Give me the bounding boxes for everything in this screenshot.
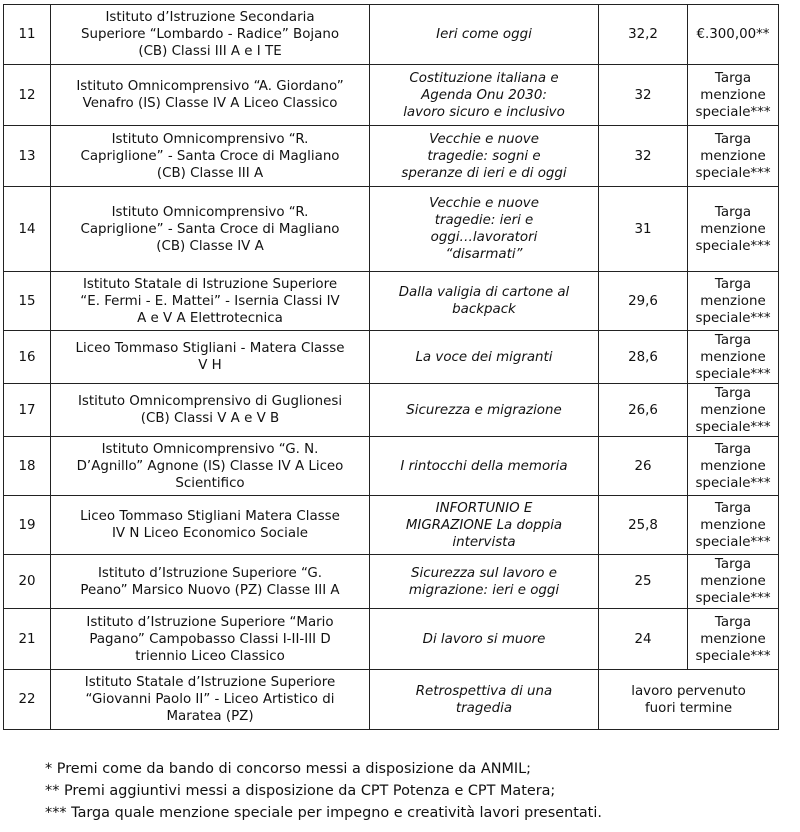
cell-line: lavoro sicuro e inclusivo (403, 104, 565, 120)
rank-cell: 20 (4, 555, 51, 609)
cell-line: (CB) Classi V A e V B (140, 411, 280, 426)
cell-line: (CB) Classe III A (156, 165, 264, 181)
cell-line: menzione (700, 402, 766, 418)
cell-line: Liceo Tommaso Stigliani Matera Classe (80, 509, 340, 524)
rank-cell: 16 (4, 331, 51, 384)
rank-cell: 11 (4, 5, 51, 65)
cell-line: MIGRAZIONE La doppia (405, 517, 563, 533)
work-title-cell (370, 5, 599, 65)
cell-line: Sicurezza sul lavoro e (410, 565, 557, 581)
cell-line: (CB) Classe IV A (156, 238, 264, 254)
table-row (4, 331, 779, 384)
prize-cell (688, 437, 779, 496)
cell-line: Istituto Omnicomprensivo “A. Giordano” (76, 79, 344, 94)
cell-line: Vecchie e nuove (429, 131, 539, 147)
cell-line: speciale*** (695, 366, 771, 382)
institute-cell (51, 437, 370, 496)
rank-cell: 17 (4, 384, 51, 437)
institute-cell (51, 126, 370, 187)
score-cell: 26,6 (599, 384, 688, 437)
cell-line: Retrospettiva di una (415, 683, 553, 699)
cell-line: speciale*** (695, 591, 771, 606)
institute-cell (51, 272, 370, 331)
cell-line: menzione (700, 631, 766, 647)
rank-cell: 14 (4, 187, 51, 272)
cell-line: (CB) Classi III A e I TE (138, 44, 282, 59)
cell-line: lavoro pervenuto (631, 683, 746, 699)
institute-cell (51, 496, 370, 555)
cell-line: speciale*** (695, 104, 771, 120)
table-row (4, 272, 779, 331)
work-title-cell (370, 126, 599, 187)
table-row (4, 65, 779, 126)
cell-line: menzione (700, 458, 766, 474)
table-row (4, 496, 779, 555)
cell-line: D’Agnillo” Agnone (IS) Classe IV A Liceo (76, 458, 344, 474)
rank-cell: 13 (4, 126, 51, 187)
table-row (4, 437, 779, 496)
score-cell: 25 (599, 555, 688, 609)
score-cell: 24 (599, 609, 688, 670)
cell-line: La voce dei migranti (415, 349, 553, 365)
cell-line: Costituzione italiana e (409, 70, 559, 86)
work-title-cell (370, 65, 599, 126)
cell-line: V H (198, 358, 222, 373)
cell-line: Dalla valigia di cartone al (398, 285, 570, 300)
cell-line: oggi…lavoratori (430, 230, 538, 245)
cell-line: intervista (452, 534, 516, 550)
cell-line: Istituto Statale d’Istruzione Superiore (84, 675, 336, 690)
rank-cell: 22 (4, 670, 51, 730)
prize-cell (688, 609, 779, 670)
cell-line: Targa (714, 204, 752, 220)
work-title-cell (370, 331, 599, 384)
rank-cell: 12 (4, 65, 51, 126)
cell-line: Maratea (PZ) (166, 709, 254, 724)
score-cell: 28,6 (599, 331, 688, 384)
rank-cell: 21 (4, 609, 51, 670)
cell-line: speciale*** (695, 165, 771, 181)
footnotes (45, 758, 602, 824)
cell-line: tragedie: ieri e (434, 213, 534, 228)
rank-cell: 15 (4, 272, 51, 331)
cell-line: Istituto d’Istruzione Superiore “G. (97, 565, 323, 581)
score-cell: 26 (599, 437, 688, 496)
cell-line: Istituto Omnicomprensivo “R. (111, 131, 309, 147)
footnote-3: *** Targa quale menzione speciale per impegno e creatività lavori presentati. (45, 805, 602, 821)
institute-cell (51, 187, 370, 272)
cell-line: Vecchie e nuove (429, 196, 539, 211)
cell-line: speciale*** (695, 310, 771, 326)
cell-line: speciale*** (695, 534, 771, 550)
cell-line: Istituto Statale di Istruzione Superiore (82, 276, 338, 292)
table-row (4, 670, 779, 730)
table-row (4, 187, 779, 272)
cell-line: IV N Liceo Economico Sociale (111, 526, 309, 541)
work-title-cell (370, 670, 599, 730)
institute-cell (51, 384, 370, 437)
cell-line: “disarmati” (445, 247, 523, 262)
cell-line: Liceo Tommaso Stigliani - Matera Classe (75, 341, 345, 356)
institute-cell (51, 65, 370, 126)
cell-line: menzione (700, 517, 766, 533)
work-title-cell (370, 187, 599, 272)
cell-line: tragedie: sogni e (427, 148, 541, 164)
cell-line: Ieri come oggi (436, 27, 532, 42)
institute-cell (51, 670, 370, 730)
table-row (4, 5, 779, 65)
cell-line: speciale*** (695, 648, 771, 664)
footnote-2: ** Premi aggiuntivi messi a disposizione da CPT Potenza e CPT Matera; (45, 783, 556, 799)
cell-line: Istituto Omnicomprensivo “R. (111, 204, 309, 220)
table-row (4, 609, 779, 670)
cell-line: Targa (714, 614, 752, 630)
institute-cell (51, 609, 370, 670)
prize-cell (688, 384, 779, 437)
cell-line: menzione (700, 574, 766, 589)
footnote-1: * Premi come da bando di concorso messi a disposizione da ANMIL; (45, 761, 532, 777)
cell-line: Istituto d’Istruzione Secondaria (105, 10, 315, 25)
prize-cell (688, 496, 779, 555)
cell-line: INFORTUNIO E (435, 500, 533, 516)
cell-line: Capriglione” - Santa Croce di Magliano (80, 148, 340, 164)
rank-cell: 18 (4, 437, 51, 496)
cell-line: Scientifico (175, 475, 245, 491)
cell-line: Targa (714, 131, 752, 147)
cell-line: €.300,00** (696, 27, 770, 42)
cell-line: Targa (714, 500, 752, 516)
cell-line: Targa (714, 441, 752, 457)
cell-line: Di lavoro si muore (422, 631, 546, 647)
cell-line: fuori termine (644, 700, 733, 716)
cell-line: Targa (714, 557, 752, 572)
prize-cell (688, 331, 779, 384)
cell-line: Sicurezza e migrazione (406, 402, 562, 418)
cell-line: migrazione: ieri e oggi (408, 582, 560, 598)
cell-line: tragedia (455, 700, 513, 716)
cell-line: Pagano” Campobasso Classi I-II-III D (89, 631, 331, 647)
cell-line: menzione (700, 87, 766, 103)
cell-line: Superiore “Lombardo - Radice” Bojano (80, 27, 340, 42)
prize-cell (688, 555, 779, 609)
score-cell: 32 (599, 126, 688, 187)
cell-line: speciale*** (695, 238, 771, 254)
cell-line: I rintocchi della memoria (400, 458, 568, 474)
institute-cell (51, 555, 370, 609)
work-title-cell (370, 555, 599, 609)
cell-line: Peano” Marsico Nuovo (PZ) Classe III A (80, 582, 340, 598)
cell-line: “Giovanni Paolo II” - Liceo Artistico di (85, 692, 335, 707)
work-title-cell (370, 437, 599, 496)
work-title-cell (370, 609, 599, 670)
prize-cell (688, 187, 779, 272)
cell-line: menzione (700, 293, 766, 309)
work-title-cell (370, 496, 599, 555)
score-cell: 25,8 (599, 496, 688, 555)
late-submission-cell (599, 670, 779, 730)
cell-line: triennio Liceo Classico (135, 648, 285, 664)
institute-cell (51, 5, 370, 65)
cell-line: Targa (714, 385, 752, 401)
cell-line: Targa (714, 332, 752, 348)
score-cell: 29,6 (599, 272, 688, 331)
cell-line: Venafro (IS) Classe IV A Liceo Classico (82, 96, 338, 111)
cell-line: menzione (700, 349, 766, 365)
institute-cell (51, 331, 370, 384)
rank-cell: 19 (4, 496, 51, 555)
cell-line: speciale*** (695, 419, 771, 435)
work-title-cell (370, 384, 599, 437)
prize-cell (688, 272, 779, 331)
cell-line: “E. Fermi - E. Mattei” - Isernia Classi IV (80, 293, 340, 309)
prize-cell (688, 126, 779, 187)
results-table (3, 4, 779, 730)
cell-line: Agenda Onu 2030: (421, 87, 547, 103)
score-cell: 32 (599, 65, 688, 126)
prize-cell (688, 5, 779, 65)
cell-line: Capriglione” - Santa Croce di Magliano (80, 221, 340, 237)
score-cell: 32,2 (599, 5, 688, 65)
cell-line: speciale*** (695, 475, 771, 491)
cell-line: Targa (714, 276, 752, 292)
cell-line: A e V A Elettrotecnica (137, 310, 283, 326)
cell-line: menzione (700, 148, 766, 164)
cell-line: Istituto d’Istruzione Superiore “Mario (86, 614, 334, 630)
cell-line: Istituto Omnicomprensivo di Guglionesi (77, 394, 343, 409)
prize-cell (688, 65, 779, 126)
cell-line: speranze di ieri e di oggi (401, 165, 567, 181)
cell-line: menzione (700, 221, 766, 237)
cell-line: Istituto Omnicomprensivo “G. N. (101, 441, 319, 457)
table-row (4, 384, 779, 437)
work-title-cell (370, 272, 599, 331)
score-cell: 31 (599, 187, 688, 272)
cell-line: Targa (714, 70, 752, 86)
cell-line: backpack (452, 302, 516, 317)
table-row (4, 126, 779, 187)
table-row (4, 555, 779, 609)
